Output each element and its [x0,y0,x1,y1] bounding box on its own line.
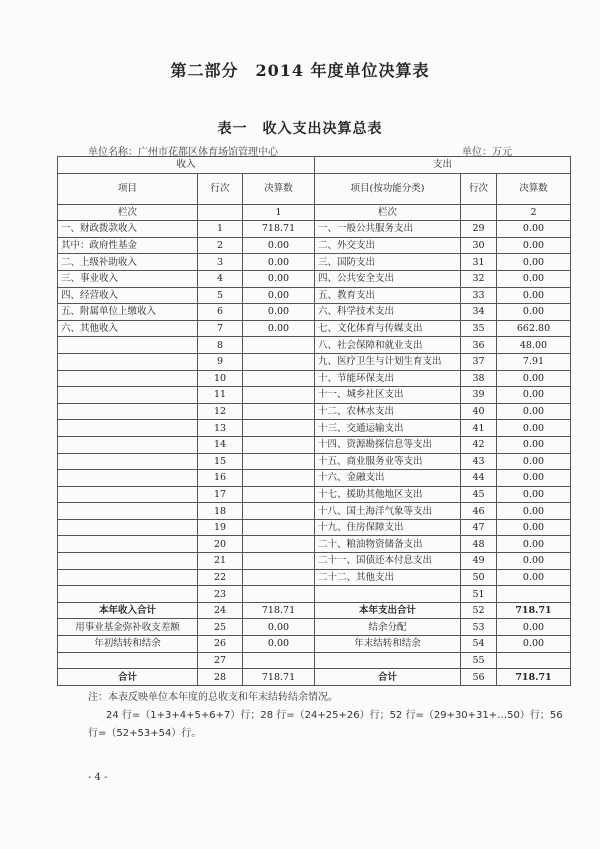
blank-summary-row [58,652,571,669]
lanci-empty-left [198,204,243,221]
grand-total-row-left: 28 [198,669,243,686]
income-amount [243,353,315,370]
income-amount [243,420,315,437]
income-amount: 0.00 [243,320,315,337]
income-total-amount: 718.71 [243,602,315,619]
expense-row-no: 33 [461,287,497,304]
expense-item: 二十、粮油物资储备支出 [315,536,461,553]
expense-amount-header: 决算数 [497,173,571,204]
expense-row-no: 34 [461,304,497,321]
table-title: 表一 收入支出决算总表 [217,121,383,137]
income-row-no: 12 [198,403,243,420]
expense-item: 十一、城乡社区支出 [315,387,461,404]
income-expense-table [57,156,571,686]
dist-amount: 0.00 [497,619,571,636]
expense-amount [497,586,571,603]
expense-item: 五、教育支出 [315,287,461,304]
expense-row-no: 46 [461,503,497,520]
expense-amount: 0.00 [497,503,571,520]
expense-amount: 0.00 [497,486,571,503]
expense-row-no: 35 [461,320,497,337]
expense-amount: 0.00 [497,420,571,437]
income-row-no: 2 [198,237,243,254]
fund-row-no: 25 [198,619,243,636]
lanci-col2: 2 [497,204,571,221]
expense-amount: 0.00 [497,287,571,304]
income-amount [243,436,315,453]
expense-item: 十、节能环保支出 [315,370,461,387]
income-amount [243,403,315,420]
table-row [58,453,571,470]
end-row-no: 54 [461,636,497,653]
expense-item: 三、国防支出 [315,254,461,271]
header-row-top [58,157,571,174]
expense-item: 六、科学技术支出 [315,304,461,321]
expense-row-header: 行次 [461,173,497,204]
income-item: 四、经营收入 [58,287,198,304]
expense-row-no: 38 [461,370,497,387]
table-row [58,486,571,503]
table-row [58,221,571,238]
expense-row-no: 29 [461,221,497,238]
expense-total-label: 本年支出合计 [315,602,461,619]
expense-row-no: 45 [461,486,497,503]
carryover-row [58,636,571,653]
expense-row-no: 31 [461,254,497,271]
table-row [58,536,571,553]
table-row [58,270,571,287]
blank-left-item [58,652,198,669]
table-row [58,553,571,570]
income-item-header: 项目 [58,173,198,204]
income-row-no: 4 [198,270,243,287]
expense-row-no: 39 [461,387,497,404]
table-row [58,387,571,404]
income-row-no: 13 [198,420,243,437]
expense-item: 十七、援助其他地区支出 [315,486,461,503]
income-item [58,569,198,586]
income-row-no: 7 [198,320,243,337]
income-item [58,553,198,570]
table-row [58,586,571,603]
income-item: 三、事业收入 [58,270,198,287]
expense-total-amount: 718.71 [497,602,571,619]
grand-total-label-right: 合计 [315,669,461,686]
blank-left-row: 27 [198,652,243,669]
expense-total-row: 52 [461,602,497,619]
expense-row-no: 30 [461,237,497,254]
expense-amount: 7.91 [497,353,571,370]
grand-total-amount-right: 718.71 [497,669,571,686]
begin-amount: 0.00 [243,636,315,653]
table-row [58,287,571,304]
table-row [58,503,571,520]
income-amount [243,519,315,536]
income-row-no: 14 [198,436,243,453]
expense-amount: 0.00 [497,387,571,404]
begin-label: 年初结转和结余 [58,636,198,653]
income-item: 其中：政府性基金 [58,237,198,254]
expense-row-no: 44 [461,470,497,487]
unit-name: 单位名称：广州市花都区体育场馆管理中心 [88,147,278,158]
income-row-no: 5 [198,287,243,304]
income-row-no: 20 [198,536,243,553]
income-row-no: 17 [198,486,243,503]
table-row [58,337,571,354]
income-row-no: 10 [198,370,243,387]
income-amount: 0.00 [243,270,315,287]
expense-item: 十二、农林水支出 [315,403,461,420]
income-amount [243,586,315,603]
begin-row-no: 26 [198,636,243,653]
expense-row-no: 32 [461,270,497,287]
income-amount [243,387,315,404]
expense-item: 七、文化体育与传媒支出 [315,320,461,337]
table-row [58,420,571,437]
dist-label: 结余分配 [315,619,461,636]
expense-amount: 0.00 [497,553,571,570]
income-amount: 718.71 [243,221,315,238]
expense-amount: 0.00 [497,436,571,453]
income-item [58,486,198,503]
income-amount: 0.00 [243,287,315,304]
page-number: - 4 - [88,772,108,783]
expense-item: 十四、资源勘探信息等支出 [315,436,461,453]
lanci-label-left: 栏次 [58,204,198,221]
income-row-header: 行次 [198,173,243,204]
table-row [58,436,571,453]
note-line-1: 注：本表反映单位本年度的总收支和年末结转结余情况。 [88,692,338,703]
income-item [58,387,198,404]
income-amount [243,486,315,503]
header-row-columns [58,173,571,204]
end-label: 年末结转和结余 [315,636,461,653]
expense-amount: 0.00 [497,470,571,487]
expense-row-no: 42 [461,436,497,453]
blank-left-amount [243,652,315,669]
expense-amount: 0.00 [497,453,571,470]
income-amount [243,569,315,586]
income-item [58,470,198,487]
lanci-col1: 1 [243,204,315,221]
expense-amount: 0.00 [497,221,571,238]
income-row-no: 1 [198,221,243,238]
income-amount [243,503,315,520]
fund-label: 用事业基金弥补收支差额 [58,619,198,636]
expense-amount: 0.00 [497,270,571,287]
income-item [58,519,198,536]
income-row-no: 15 [198,453,243,470]
grand-total-label-left: 合计 [58,669,198,686]
expense-item-header: 项目(按功能分类) [315,173,461,204]
expense-amount: 48.00 [497,337,571,354]
income-row-no: 3 [198,254,243,271]
expense-item: 十六、金融支出 [315,470,461,487]
expense-row-no: 41 [461,420,497,437]
income-row-no: 16 [198,470,243,487]
expense-item: 十五、商业服务业等支出 [315,453,461,470]
table-row [58,237,571,254]
expense-row-no: 47 [461,519,497,536]
expense-row-no: 49 [461,553,497,570]
income-row-no: 8 [198,337,243,354]
income-row-no: 22 [198,569,243,586]
expense-row-no: 50 [461,569,497,586]
expense-item: 二、外交支出 [315,237,461,254]
income-item [58,586,198,603]
income-item: 六、其他收入 [58,320,198,337]
lanci-empty-right [461,204,497,221]
table-row [58,519,571,536]
expense-amount: 0.00 [497,370,571,387]
income-amount: 0.00 [243,237,315,254]
grand-total-amount-left: 718.71 [243,669,315,686]
income-total-row: 24 [198,602,243,619]
expense-item: 二十二、其他支出 [315,569,461,586]
expense-item: 一、一般公共服务支出 [315,221,461,238]
expense-row-no: 51 [461,586,497,603]
expense-row-no: 43 [461,453,497,470]
income-amount [243,553,315,570]
expense-row-no: 36 [461,337,497,354]
income-amount [243,536,315,553]
expense-item: 十八、国土海洋气象等支出 [315,503,461,520]
table-row [58,320,571,337]
unit-label: 单位：万元 [462,147,512,158]
income-row-no: 18 [198,503,243,520]
income-item [58,353,198,370]
income-item [58,503,198,520]
income-row-no: 21 [198,553,243,570]
expense-item: 八、社会保障和就业支出 [315,337,461,354]
income-item [58,337,198,354]
part-title: 第二部分 2014 年度单位决算表 [170,61,430,80]
expense-item: 十九、住房保障支出 [315,519,461,536]
expense-amount: 0.00 [497,536,571,553]
grand-total-row [58,669,571,686]
fund-row [58,619,571,636]
income-item [58,370,198,387]
table-row [58,470,571,487]
income-item [58,420,198,437]
income-item [58,403,198,420]
income-amount: 0.00 [243,304,315,321]
expense-item: 九、医疗卫生与计划生育支出 [315,353,461,370]
expense-row-no: 48 [461,536,497,553]
income-row-no: 11 [198,387,243,404]
end-amount: 0.00 [497,636,571,653]
expense-item [315,586,461,603]
total-row [58,602,571,619]
table-row [58,569,571,586]
expense-row-no: 37 [461,353,497,370]
table-row [58,254,571,271]
income-item: 一、财政拨款收入 [58,221,198,238]
table-row [58,370,571,387]
blank-right-item [315,652,461,669]
income-row-no: 9 [198,353,243,370]
note-line-3: 行=（52+53+54）行。 [88,728,202,739]
income-item: 二、上级补助收入 [58,254,198,271]
income-amount [243,370,315,387]
income-amount [243,470,315,487]
income-amount: 0.00 [243,254,315,271]
income-row-no: 23 [198,586,243,603]
expense-amount: 0.00 [497,519,571,536]
table-row [58,403,571,420]
table-row [58,304,571,321]
income-header: 收入 [58,157,315,174]
lanci-row [58,204,571,221]
expense-amount: 0.00 [497,403,571,420]
expense-amount: 0.00 [497,569,571,586]
expense-header: 支出 [315,157,571,174]
income-item [58,536,198,553]
expense-item: 十三、交通运输支出 [315,420,461,437]
expense-amount: 0.00 [497,237,571,254]
expense-amount: 662.80 [497,320,571,337]
grand-total-row-right: 56 [461,669,497,686]
expense-item: 四、公共安全支出 [315,270,461,287]
blank-right-amount [497,652,571,669]
dist-row-no: 53 [461,619,497,636]
income-item [58,436,198,453]
income-item [58,453,198,470]
expense-amount: 0.00 [497,304,571,321]
expense-row-no: 40 [461,403,497,420]
income-row-no: 6 [198,304,243,321]
blank-right-row: 55 [461,652,497,669]
note-line-2: 24 行=（1+3+4+5+6+7）行；28 行=（24+25+26）行；52 行=（29+30+31+…50）行；56 [106,710,563,721]
income-row-no: 19 [198,519,243,536]
expense-item: 二十一、国债还本付息支出 [315,553,461,570]
table-row [58,353,571,370]
income-amount [243,337,315,354]
income-amount-header: 决算数 [243,173,315,204]
expense-amount: 0.00 [497,254,571,271]
lanci-label-right: 栏次 [315,204,461,221]
income-amount [243,453,315,470]
income-item: 五、附属单位上缴收入 [58,304,198,321]
fund-amount: 0.00 [243,619,315,636]
income-total-label: 本年收入合计 [58,602,198,619]
